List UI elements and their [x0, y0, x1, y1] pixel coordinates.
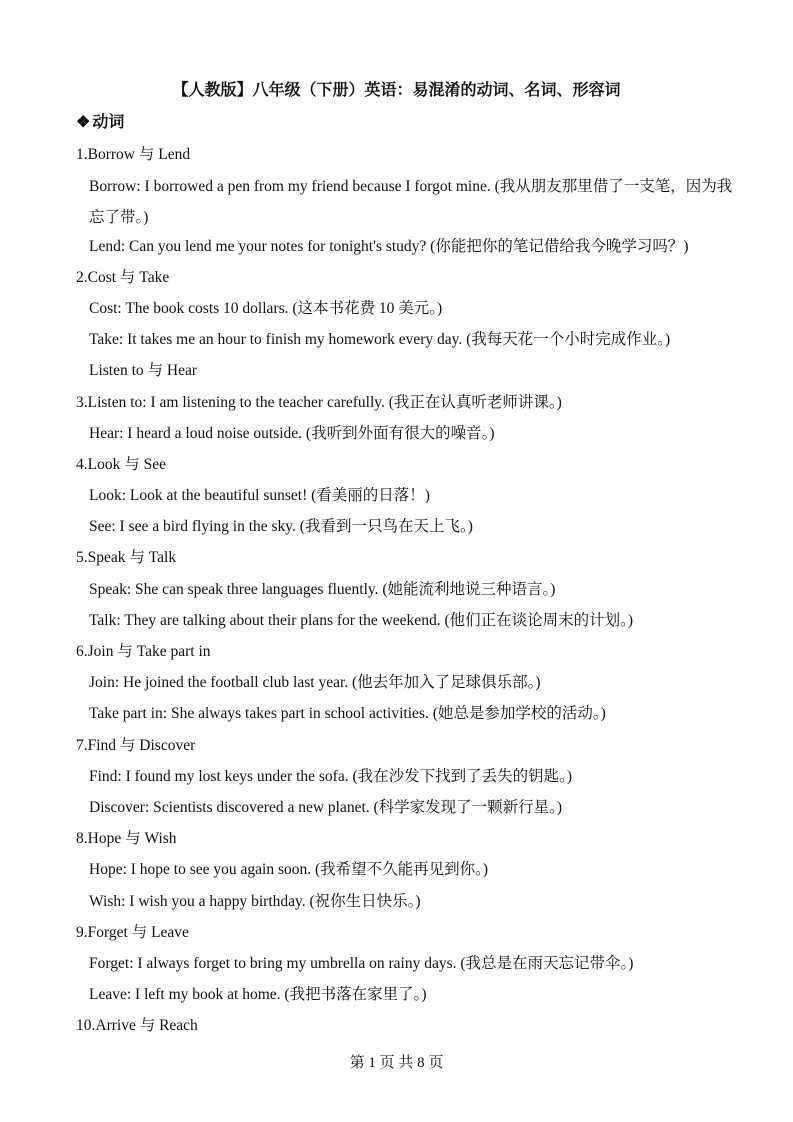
example-text: Borrow: I borrowed a pen from my friend because I forgot mine. (我从朋友那里借了一支笔，因为我忘了带。)	[89, 178, 733, 227]
pair-heading: 9.Forget 与 Leave	[76, 923, 189, 941]
pair-heading: Listen to 与 Hear	[89, 362, 198, 380]
example-sentence: Hear: I heard a loud noise outside. (我听到外面有很大的噪音。)	[89, 424, 495, 442]
example-sentence: Leave: I left my book at home. (我把书落在家里了。)	[89, 986, 427, 1004]
example-sentence: Speak: She can speak three languages fluently. (她能流利地说三种语言。)	[89, 580, 556, 598]
pair-heading: 4.Look 与 See	[76, 455, 166, 473]
diamond-bullet-icon: ❖	[76, 114, 91, 131]
section-heading-verbs	[76, 112, 124, 134]
pair-heading: 8.Hope 与 Wish	[76, 830, 177, 848]
pair-heading: 5.Speak 与 Talk	[76, 549, 177, 567]
example-sentence: Talk: They are talking about their plans for the weekend. (他们正在谈论周末的计划。)	[89, 611, 634, 629]
example-sentence	[76, 171, 736, 233]
pair-heading: 1.Borrow 与 Lend	[76, 146, 191, 163]
example-sentence: Discover: Scientists discovered a new planet. (科学家发现了一颗新行星。)	[89, 798, 563, 816]
example-sentence: Join: He joined the football club last year. (他去年加入了足球俱乐部。)	[89, 674, 541, 692]
verb-pairs-list	[76, 142, 736, 1044]
example-sentence: Lend: Can you lend me your notes for tonight's study? (你能把你的笔记借给我今晚学习吗？)	[89, 237, 689, 255]
example-sentence: Cost: The book costs 10 dollars. (这本书花费 10 美元。)	[89, 299, 443, 317]
page-footer: 第 1 页 共 8 页	[349, 1055, 444, 1071]
example-sentence: See: I see a bird flying in the sky. (我看到一只鸟在天上飞。)	[89, 518, 473, 536]
example-sentence: Hope: I hope to see you again soon. (我希望不久能再见到你。)	[89, 861, 489, 879]
example-sentence: Wish: I wish you a happy birthday. (祝你生日快乐。)	[89, 892, 421, 910]
example-sentence: Look: Look at the beautiful sunset! (看美丽的日落！)	[89, 487, 430, 505]
pair-heading: 6.Join 与 Take part in	[76, 643, 211, 661]
pair-heading: 10.Arrive 与 Reach	[76, 1017, 198, 1035]
pair-heading: 7.Find 与 Discover	[76, 736, 196, 754]
example-sentence: 3.Listen to: I am listening to the teacher carefully. (我正在认真听老师讲课。)	[76, 393, 562, 411]
section-label: 动词	[92, 114, 125, 131]
pair-heading: 2.Cost 与 Take	[76, 268, 170, 286]
example-sentence: Take part in: She always takes part in school activities. (她总是参加学校的活动。)	[89, 705, 606, 723]
example-sentence: Take: It takes me an hour to finish my homework every day. (我每天花一个小时完成作业。)	[89, 331, 671, 349]
page-title: 【人教版】八年级（下册）英语：易混淆的动词、名词、形容词	[172, 82, 621, 99]
example-sentence: Forget: I always forget to bring my umbrella on rainy days. (我总是在雨天忘记带伞。)	[89, 954, 634, 972]
example-sentence: Find: I found my lost keys under the sofa. (我在沙发下找到了丢失的钥匙。)	[89, 767, 573, 785]
